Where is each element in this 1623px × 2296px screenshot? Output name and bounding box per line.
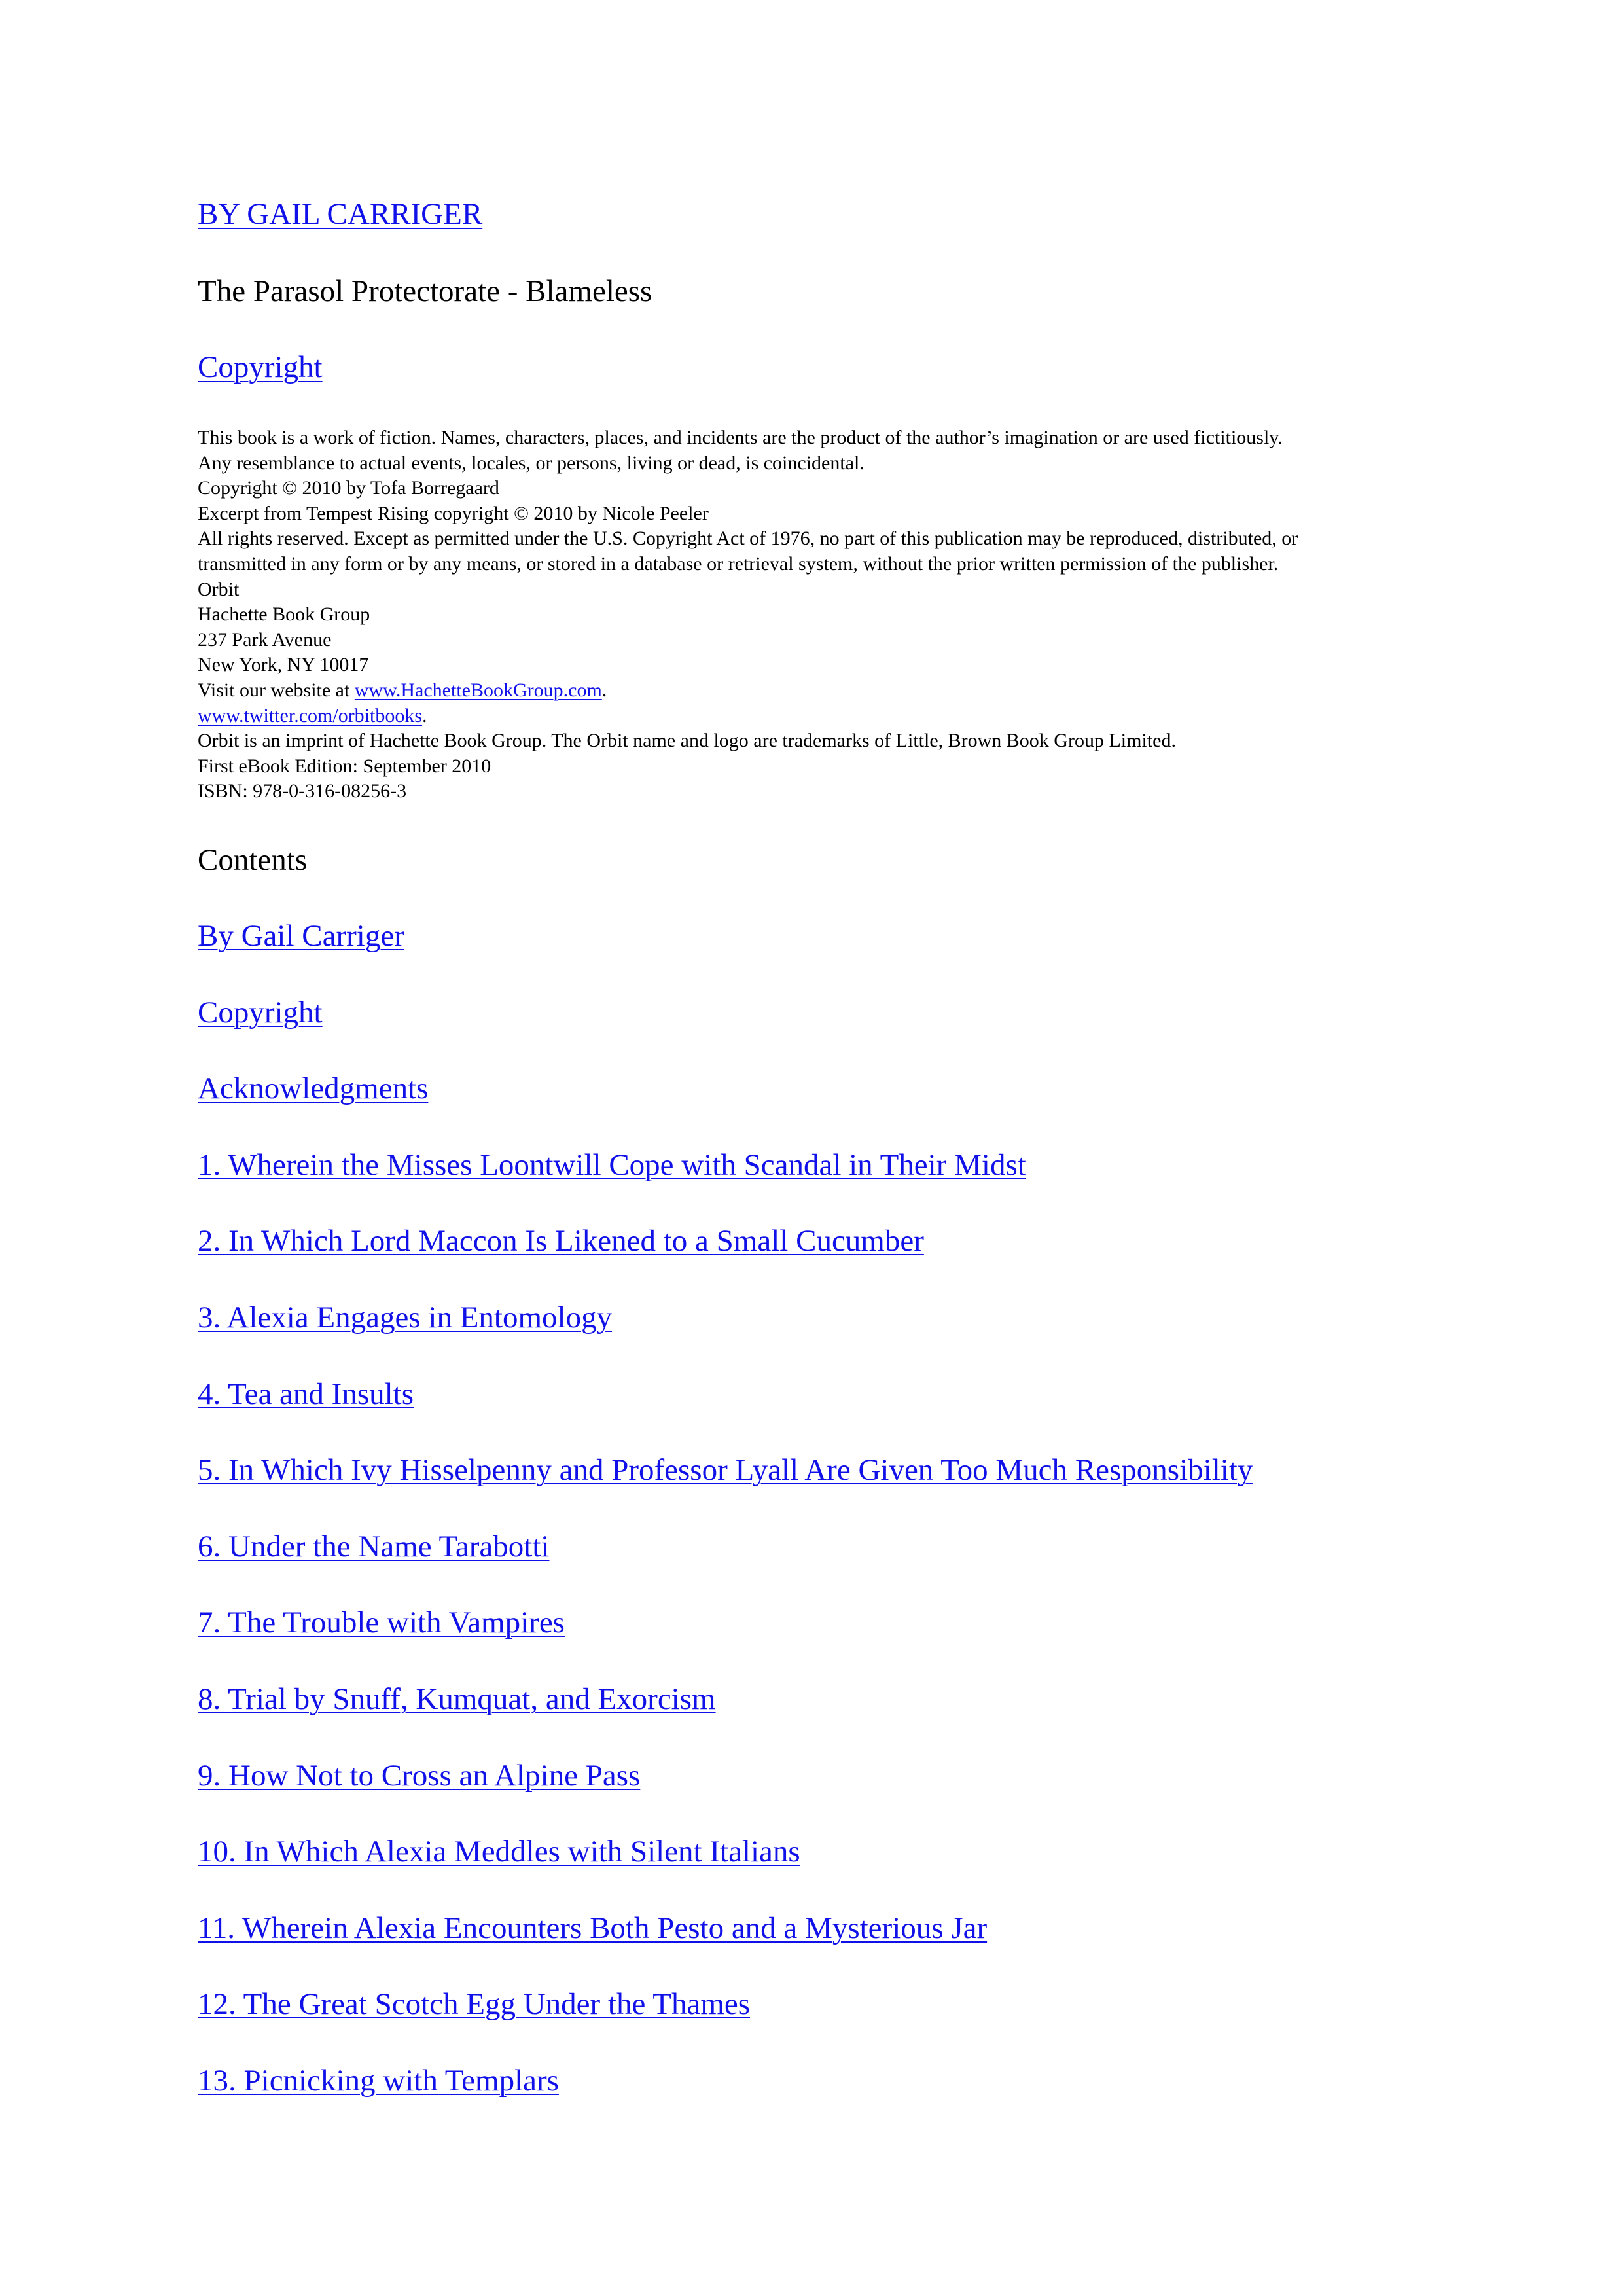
isbn-line: ISBN: 978-0-316-08256-3 [198,780,407,802]
toc-item [198,1299,1253,1376]
toc-link-chapter-11[interactable]: 11. Wherein Alexia Encounters Both Pesto and a Mysterious Jar [198,1910,988,1945]
website-prefix: Visit our website at [198,679,355,701]
copyright-line-rights-1: All rights reserved. Except as permitted under the U.S. Copyright Act of 1976, no part of this publication may be reproduced, distributed, or [198,528,1298,550]
toc-link-chapter-7[interactable]: 7. The Trouble with Vampires [198,1605,565,1640]
toc-item [198,918,1253,994]
table-of-contents [198,918,1253,2139]
publisher-street: 237 Park Avenue [198,628,332,651]
copyright-line-excerpt: Excerpt from Tempest Rising copyright © 2010 by Nicole Peeler [198,502,709,524]
toc-link-chapter-1[interactable]: 1. Wherein the Misses Loontwill Cope with Scandal in Their Midst [198,1147,1026,1182]
twitter-link[interactable]: www.twitter.com/orbitbooks [198,704,423,726]
toc-item [198,1681,1253,1757]
book-title: The Parasol Protectorate - Blameless [198,274,652,308]
toc-item [198,1147,1253,1223]
toc-link-chapter-5[interactable]: 5. In Which Ivy Hisselpenny and Professor Lyall Are Given Too Much Responsibility [198,1453,1253,1488]
contents-heading: Contents [198,843,308,877]
twitter-suffix: . [422,704,427,726]
twitter-line [198,704,1441,729]
website-link[interactable]: www.HachetteBookGroup.com [354,679,602,701]
publisher-name: Hachette Book Group [198,603,370,626]
toc-link-chapter-6[interactable]: 6. Under the Name Tarabotti [198,1529,550,1564]
toc-link-chapter-13[interactable]: 13. Picnicking with Templars [198,2063,559,2098]
toc-item [198,1223,1253,1299]
website-suffix: . [601,679,607,701]
toc-item [198,1986,1253,2062]
toc-link-chapter-12[interactable]: 12. The Great Scotch Egg Under the Thames [198,1987,751,2022]
toc-item [198,1376,1253,1452]
toc-link-chapter-10[interactable]: 10. In Which Alexia Meddles with Silent Italians [198,1835,800,1869]
toc-link-chapter-4[interactable]: 4. Tea and Insults [198,1376,414,1411]
toc-item [198,1833,1253,1910]
toc-link-chapter-9[interactable]: 9. How Not to Cross an Alpine Pass [198,1758,641,1793]
toc-link-chapter-8[interactable]: 8. Trial by Snuff, Kumquat, and Exorcism [198,1681,716,1716]
website-line [198,678,1441,704]
toc-link-acknowledgments[interactable]: Acknowledgments [198,1071,429,1106]
toc-item [198,1528,1253,1605]
toc-item [198,1910,1253,1986]
toc-item [198,1452,1253,1528]
toc-item [198,1070,1253,1147]
toc-link-by-gail-carriger[interactable]: By Gail Carriger [198,919,404,953]
toc-item [198,994,1253,1071]
toc-link-chapter-2[interactable]: 2. In Which Lord Maccon Is Likened to a Small Cucumber [198,1224,924,1259]
trademark-line: Orbit is an imprint of Hachette Book Group. The Orbit name and logo are trademarks of Little, Brown Book Group Limited. [198,730,1176,752]
edition-line: First eBook Edition: September 2010 [198,755,491,777]
copyright-heading-link[interactable]: Copyright [198,350,323,384]
toc-item [198,1604,1253,1681]
publisher-city: New York, NY 10017 [198,654,369,676]
copyright-line-rights-2: transmitted in any form or by any means, or stored in a database or retrieval system, without the prior written permission of the publisher. [198,552,1279,575]
copyright-notice [198,425,1441,804]
copyright-line-resemblance: Any resemblance to actual events, locales, or persons, living or dead, is coincidental. [198,452,865,474]
copyright-line-owner: Copyright © 2010 by Tofa Borregaard [198,477,499,499]
toc-link-copyright[interactable]: Copyright [198,995,323,1030]
toc-link-chapter-3[interactable]: 3. Alexia Engages in Entomology [198,1300,613,1335]
author-link[interactable]: BY GAIL CARRIGER [198,197,483,231]
copyright-line-fiction: This book is a work of fiction. Names, characters, places, and incidents are the product of the author’s imagination or are used fictitiously. [198,427,1283,448]
publisher-imprint: Orbit [198,578,240,600]
toc-item [198,2062,1253,2139]
toc-item [198,1757,1253,1834]
